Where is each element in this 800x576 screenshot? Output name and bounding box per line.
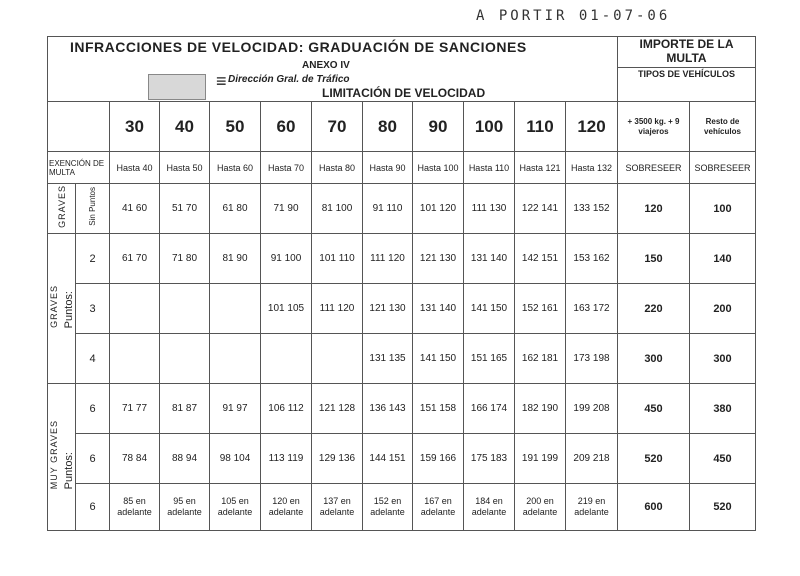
range-cell: 167 en adelante: [413, 484, 464, 531]
sobreseer-rest: SOBRESEER: [690, 152, 756, 184]
range-cell: [160, 334, 210, 384]
muy-graves-label: MUY GRAVES: [49, 420, 60, 490]
government-logo: [148, 74, 206, 100]
range-cell: 141 150: [464, 284, 515, 334]
range-cell: [210, 334, 261, 384]
fine-heavy: 300: [618, 334, 690, 384]
range-cell: 120 en adelante: [261, 484, 312, 531]
up-to-cell: Hasta 90: [363, 152, 413, 184]
range-cell: 184 en adelante: [464, 484, 515, 531]
points-cell: 2: [76, 234, 110, 284]
graves-label-cell: [48, 184, 76, 234]
range-cell: 41 60: [110, 184, 160, 234]
graves-label: GRAVES: [49, 285, 60, 328]
range-cell: 191 199: [515, 434, 566, 484]
fine-rest: 140: [690, 234, 756, 284]
page-title: INFRACCIONES DE VELOCIDAD: GRADUACIÓN DE SANCIONES: [70, 39, 527, 55]
puntos-label: Puntos:: [62, 290, 75, 328]
range-cell: 101 120: [413, 184, 464, 234]
speed-limit-cell: 100: [464, 102, 515, 152]
range-cell: 98 104: [210, 434, 261, 484]
exemption-label: EXENCIÓN DE MULTA: [48, 152, 110, 184]
range-cell: [110, 334, 160, 384]
range-cell: 141 150: [413, 334, 464, 384]
fine-heavy: 450: [618, 384, 690, 434]
fine-rest: 520: [690, 484, 756, 531]
range-cell: 111 130: [464, 184, 515, 234]
vehicle-types-label: TIPOS DE VEHÍCULOS: [618, 67, 755, 80]
up-to-cell: Hasta 70: [261, 152, 312, 184]
range-cell: 88 94: [160, 434, 210, 484]
range-cell: 200 en adelante: [515, 484, 566, 531]
fine-heavy: 220: [618, 284, 690, 334]
range-cell: 95 en adelante: [160, 484, 210, 531]
muy-graves-cell: [48, 384, 76, 531]
handwritten-note: A PORTIR 01-07-06: [476, 8, 671, 24]
range-cell: [261, 334, 312, 384]
range-cell: 162 181: [515, 334, 566, 384]
range-cell: 182 190: [515, 384, 566, 434]
speed-limit-cell: 80: [363, 102, 413, 152]
range-cell: 131 140: [464, 234, 515, 284]
range-cell: 142 151: [515, 234, 566, 284]
range-cell: 81 90: [210, 234, 261, 284]
table-header: [48, 37, 618, 102]
points-cell: 6: [76, 484, 110, 531]
fine-rest: 100: [690, 184, 756, 234]
vehicle-rest-label: Resto de vehículos: [690, 102, 756, 152]
range-cell: 133 152: [566, 184, 618, 234]
speed-limit-cell: 120: [566, 102, 618, 152]
speed-limit-title: LIMITACIÓN DE VELOCIDAD: [322, 86, 486, 100]
points-cell: 3: [76, 284, 110, 334]
agency-logo-icon: ≡: [216, 71, 227, 91]
range-cell: [312, 334, 363, 384]
fine-heavy: 120: [618, 184, 690, 234]
range-cell: 105 en adelante: [210, 484, 261, 531]
range-cell: 81 100: [312, 184, 363, 234]
range-cell: 61 80: [210, 184, 261, 234]
range-cell: 121 130: [413, 234, 464, 284]
up-to-cell: Hasta 40: [110, 152, 160, 184]
points-cell: 6: [76, 434, 110, 484]
range-cell: 131 140: [413, 284, 464, 334]
range-cell: 121 128: [312, 384, 363, 434]
up-to-cell: Hasta 132: [566, 152, 618, 184]
sin-puntos-cell: [76, 184, 110, 234]
range-cell: 219 en adelante: [566, 484, 618, 531]
up-to-cell: Hasta 80: [312, 152, 363, 184]
speed-limit-cell: 70: [312, 102, 363, 152]
points-cell: 6: [76, 384, 110, 434]
range-cell: 113 119: [261, 434, 312, 484]
range-cell: 111 120: [312, 284, 363, 334]
range-cell: 173 198: [566, 334, 618, 384]
range-cell: [110, 284, 160, 334]
sobreseer-heavy: SOBRESEER: [618, 152, 690, 184]
annex-label: ANEXO IV: [302, 60, 350, 71]
range-cell: 71 80: [160, 234, 210, 284]
range-cell: [160, 284, 210, 334]
range-cell: 163 172: [566, 284, 618, 334]
range-cell: 153 162: [566, 234, 618, 284]
range-cell: 131 135: [363, 334, 413, 384]
range-cell: 175 183: [464, 434, 515, 484]
range-cell: 91 97: [210, 384, 261, 434]
range-cell: 91 110: [363, 184, 413, 234]
vehicle-heavy-label: + 3500 kg. + 9 viajeros: [618, 102, 690, 152]
range-cell: 144 151: [363, 434, 413, 484]
range-cell: 71 90: [261, 184, 312, 234]
range-cell: 91 100: [261, 234, 312, 284]
fine-rest: 300: [690, 334, 756, 384]
sin-puntos-label: Sin Puntos: [87, 187, 97, 226]
range-cell: 122 141: [515, 184, 566, 234]
range-cell: 151 165: [464, 334, 515, 384]
range-cell: 61 70: [110, 234, 160, 284]
range-cell: 199 208: [566, 384, 618, 434]
speed-limit-cell: 90: [413, 102, 464, 152]
range-cell: 152 en adelante: [363, 484, 413, 531]
range-cell: 136 143: [363, 384, 413, 434]
speed-limit-cell: 50: [210, 102, 261, 152]
fine-amount-header: [618, 37, 756, 102]
range-cell: 159 166: [413, 434, 464, 484]
fine-rest: 200: [690, 284, 756, 334]
range-cell: 106 112: [261, 384, 312, 434]
range-cell: 137 en adelante: [312, 484, 363, 531]
fine-heavy: 600: [618, 484, 690, 531]
fine-rest: 380: [690, 384, 756, 434]
sanctions-table: [47, 36, 756, 531]
speed-limit-cell: 60: [261, 102, 312, 152]
up-to-cell: Hasta 121: [515, 152, 566, 184]
up-to-cell: Hasta 110: [464, 152, 515, 184]
range-cell: 51 70: [160, 184, 210, 234]
up-to-cell: Hasta 50: [160, 152, 210, 184]
range-cell: 85 en adelante: [110, 484, 160, 531]
range-cell: [210, 284, 261, 334]
graves-puntos-cell: [48, 234, 76, 384]
up-to-cell: Hasta 100: [413, 152, 464, 184]
corner-cell: [48, 102, 110, 152]
range-cell: 71 77: [110, 384, 160, 434]
fine-title: IMPORTE DE LA MULTA: [639, 37, 734, 65]
puntos-label: Puntos:: [62, 452, 75, 490]
fine-heavy: 520: [618, 434, 690, 484]
graves-label: GRAVES: [56, 185, 67, 228]
range-cell: 152 161: [515, 284, 566, 334]
range-cell: 209 218: [566, 434, 618, 484]
range-cell: 166 174: [464, 384, 515, 434]
agency-name: Dirección Gral. de Tráfico: [228, 74, 350, 85]
range-cell: 111 120: [363, 234, 413, 284]
range-cell: 101 110: [312, 234, 363, 284]
speed-limit-cell: 30: [110, 102, 160, 152]
range-cell: 101 105: [261, 284, 312, 334]
up-to-cell: Hasta 60: [210, 152, 261, 184]
range-cell: 121 130: [363, 284, 413, 334]
range-cell: 78 84: [110, 434, 160, 484]
speed-limit-cell: 110: [515, 102, 566, 152]
range-cell: 81 87: [160, 384, 210, 434]
points-cell: 4: [76, 334, 110, 384]
fine-rest: 450: [690, 434, 756, 484]
fine-heavy: 150: [618, 234, 690, 284]
range-cell: 129 136: [312, 434, 363, 484]
range-cell: 151 158: [413, 384, 464, 434]
speed-limit-cell: 40: [160, 102, 210, 152]
